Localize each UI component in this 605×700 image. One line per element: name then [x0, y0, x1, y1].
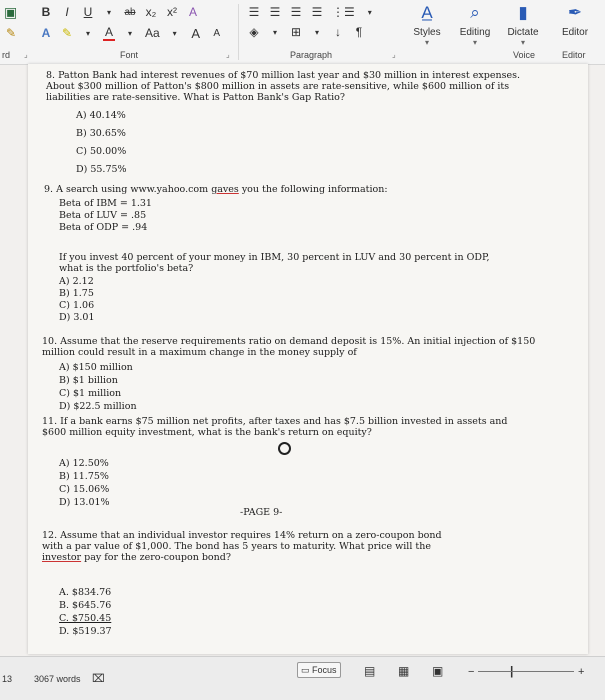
font-group-label: Font	[120, 50, 139, 60]
chevron-down-icon[interactable]: ▾	[272, 27, 277, 37]
subscript-button[interactable]: x₂	[145, 5, 157, 19]
beta-odp: Beta of ODP = .94	[59, 222, 148, 233]
font-row-2	[40, 25, 223, 41]
left-panel-icon[interactable]: ▣	[4, 4, 18, 20]
question-12-option-a: A. $834.76	[59, 587, 112, 598]
question-8-option-a: A) 40.14%	[76, 110, 126, 121]
chevron-down-icon[interactable]: ▾	[85, 28, 90, 38]
question-9-option-d: D) 3.01	[59, 312, 95, 323]
print-layout-icon[interactable]: ▦	[398, 664, 410, 678]
font-color-button[interactable]: A	[104, 25, 113, 39]
show-formatting-button[interactable]: ¶	[355, 25, 363, 39]
page-number[interactable]: 13	[2, 674, 13, 684]
status-bar	[0, 656, 605, 700]
question-9-option-b: B) 1.75	[59, 288, 94, 299]
dialog-launcher-icon[interactable]: ⌟	[226, 50, 230, 59]
line-spacing-icon[interactable]: ⋮☰	[332, 5, 355, 19]
highlight-icon[interactable]: ✎	[61, 26, 73, 40]
dialog-launcher-icon[interactable]: ⌟	[392, 50, 396, 59]
styles-icon: A̲	[421, 3, 433, 22]
question-8-option-c: C) 50.00%	[76, 146, 127, 157]
question-11-option-d: D) 13.01%	[59, 497, 110, 508]
bold-button[interactable]: B	[41, 5, 51, 19]
chevron-down-icon: ▾	[424, 38, 429, 47]
grammar-mark-investor[interactable]: investor	[42, 552, 82, 563]
focus-icon: ▭	[301, 665, 310, 675]
read-mode-icon[interactable]: ▤	[364, 664, 376, 678]
focus-button[interactable]: ▭ Focus	[297, 662, 341, 678]
align-left-icon[interactable]: ☰	[248, 5, 260, 19]
question-11-option-c: C) 15.06%	[59, 484, 110, 495]
question-12-option-d: D. $519.37	[59, 626, 112, 637]
zoom-out-button[interactable]: −	[468, 666, 475, 678]
spelling-error-gaves[interactable]: gaves	[211, 184, 239, 195]
grow-font-button[interactable]: A	[191, 25, 201, 41]
mouse-cursor-indicator	[278, 442, 291, 455]
align-right-icon[interactable]: ☰	[290, 5, 302, 19]
font-row-1	[40, 5, 199, 19]
voice-group-label: Voice	[513, 50, 536, 60]
chevron-down-icon[interactable]: ▾	[106, 7, 111, 17]
question-12-option-b: B. $645.76	[59, 600, 112, 611]
zoom-in-button[interactable]: +	[578, 666, 585, 678]
format-painter-icon[interactable]: ✎	[6, 26, 17, 40]
beta-ibm: Beta of IBM = 1.31	[59, 198, 152, 209]
question-9-option-a: A) 2.12	[59, 276, 94, 287]
ribbon	[0, 0, 605, 65]
editor-button[interactable]: ✒ Editor	[552, 2, 598, 48]
question-10-option-c: C) $1 million	[59, 388, 122, 399]
word-count[interactable]: 3067 words	[34, 674, 81, 684]
chevron-down-icon[interactable]: ▾	[172, 28, 177, 38]
question-10-text: 10. Assume that the reserve requirements ratio on demand deposit is 15%. An initial injection of $150 million could result in a maximum change in the money supply of	[42, 336, 536, 358]
shading-icon[interactable]: ◈	[249, 25, 259, 39]
question-9-text: 9. A search using www.yahoo.com gaves you the following information:	[44, 184, 388, 195]
align-center-icon[interactable]: ☰	[269, 5, 281, 19]
question-8-text: 8. Patton Bank had interest revenues of $70 million last year and $30 million in interest expenses. About $300 million of Patton's $800 million in assets are rate-sensitive, while $600 million of its liabilities are rate-sensitive. What is Patton Bank's Gap Ratio?	[46, 70, 520, 103]
question-9-portfolio-text: If you invest 40 percent of your money in IBM, 30 percent in LUV and 30 percent in ODP, what is the portfolio's beta?	[59, 252, 490, 274]
dictate-button[interactable]: ▮ Dictate ▾	[500, 2, 546, 48]
chevron-down-icon: ▾	[520, 38, 525, 47]
chevron-down-icon[interactable]: ▾	[127, 28, 132, 38]
ribbon-group-label-left: rd	[2, 50, 11, 60]
chevron-down-icon: ▾	[472, 38, 477, 47]
styles-button[interactable]: A̲ Styles ▾	[404, 2, 450, 48]
page-label: -PAGE 9-	[240, 507, 283, 518]
question-11-option-b: B) 11.75%	[59, 471, 109, 482]
paragraph-group-label: Paragraph	[290, 50, 333, 60]
question-11-text: 11. If a bank earns $75 million net profits, after taxes and has $7.5 billion invested in assets and $600 million equity investment, what is the bank's return on equity?	[42, 416, 508, 438]
search-icon: ⌕	[470, 3, 480, 22]
editing-button[interactable]: ⌕ Editing ▾	[452, 2, 498, 48]
question-10-option-b: B) $1 billion	[59, 375, 118, 386]
question-12-text: 12. Assume that an individual investor requires 14% return on a zero-coupon bond with a par value of $1,000. The bond has 5 years to maturity. What price will the investor pay for the zero-coupon bond?	[42, 530, 442, 563]
borders-icon[interactable]: ⊞	[290, 25, 302, 39]
sort-icon[interactable]: ↓	[335, 25, 341, 39]
chevron-down-icon[interactable]: ▾	[367, 7, 372, 17]
question-8-option-b: B) 30.65%	[76, 128, 126, 139]
microphone-icon: ▮	[518, 3, 528, 22]
underline-button[interactable]: U	[83, 5, 93, 19]
web-layout-icon[interactable]: ▣	[432, 664, 444, 678]
question-8-option-d: D) 55.75%	[76, 164, 127, 175]
paragraph-row-1	[248, 5, 376, 19]
text-effects-button[interactable]: A	[41, 26, 51, 40]
clear-formatting-button[interactable]: A	[188, 5, 197, 19]
strikethrough-button[interactable]: ab	[124, 6, 136, 18]
chevron-down-icon[interactable]: ▾	[314, 27, 319, 37]
beta-luv: Beta of LUV = .85	[59, 210, 147, 221]
question-9-option-c: C) 1.06	[59, 300, 95, 311]
editor-icon: ✒	[567, 3, 583, 22]
dialog-launcher-icon[interactable]: ⌟	[24, 50, 28, 59]
question-12-option-c: C. $750.45	[59, 613, 112, 624]
document-page[interactable]	[28, 64, 588, 654]
paragraph-row-2	[248, 25, 365, 39]
question-10-option-a: A) $150 million	[59, 362, 133, 373]
italic-button[interactable]: I	[65, 5, 69, 19]
editor-group-label: Editor	[562, 50, 586, 60]
change-case-button[interactable]: Aa	[145, 26, 160, 40]
question-11-option-a: A) 12.50%	[59, 458, 109, 469]
question-10-option-d: D) $22.5 million	[59, 401, 137, 412]
shrink-font-button[interactable]: A	[213, 27, 221, 39]
proofing-icon[interactable]: ⌧	[92, 673, 105, 685]
justify-icon[interactable]: ☰	[311, 5, 323, 19]
superscript-button[interactable]: x²	[167, 5, 177, 19]
zoom-slider-track[interactable]	[478, 671, 574, 672]
